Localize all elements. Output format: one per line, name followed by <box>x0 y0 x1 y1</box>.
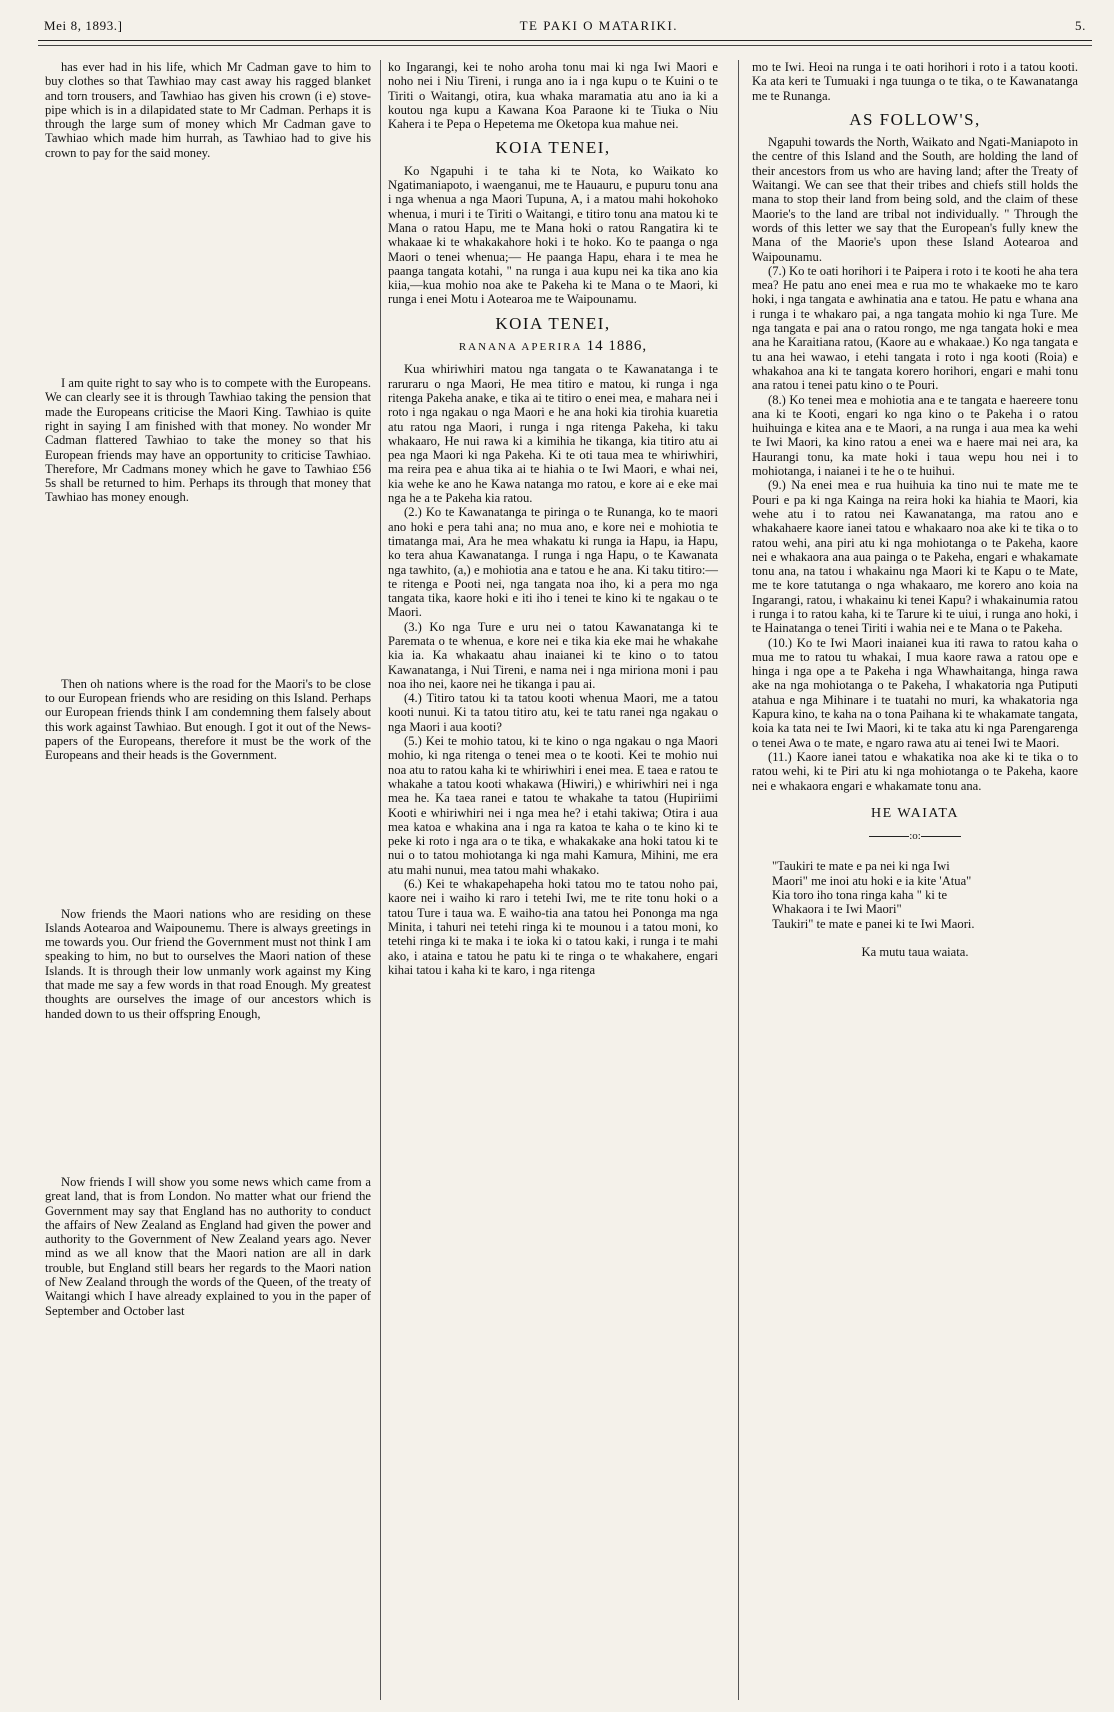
paragraph: (4.) Titiro tatou ki ta tatou kooti whenua Maori, me a tatou kooti nunui. Ki ta tatou titiro atu, kei te tatu ranei nga ngakau o nga Maori i aua kooti? <box>388 691 718 734</box>
poem-line: Taukiri" te mate e panei ki te Iwi Maori. <box>772 916 975 931</box>
paragraph: I am quite right to say who is to compete with the Europeans. We can clearly see it is through Tawhiao taking the pension that made the Europeans criticise the Maori King. Tawhiao is quite right in saying I am finished with that money. No wonder Mr Cadman flattered Tawhiao to take the money so that his European friends may have an opportunity to criticise Tawhiao. Therefore, Mr Cadmans money which he gave to Tawhiao £56 5s shall be returned to him. Perhaps its through that money that Tawhiao has money enough. <box>45 376 371 505</box>
page-header <box>44 18 1086 46</box>
paragraph: (9.) Na enei mea e rua huihuia ka tino nui te mate me te Pouri e pa ki nga Kainga na reira hoki ka hiahia te Maori, kia wehe atu i to ratou nei Kawanatanga, ma ratou ano e whakahaere kaore ianei tatou e whakaaro noa ake ki te tika o to ratou wehi, ana piri atu ki nga mohiotanga o te Pakeha, kaore nei e whakaora ana aua painga o te Pakeha, engari e whakamate tonu ana, na tatou i whakainu nga Maori ki te Kapu o te Mate, me te kore tatutanga o nga whakaaro, me korero ano koia na Ingarangi, ratou, i whakainu ki tenei Kapu? i whakainumia ratou i runga i to ratou kaha, ki te Tarure ki te uiui, i runga ano hoki, i te Hainatanga o tenei Tiriti i wahia nei e te Mana o te Pakeha. <box>752 478 1078 636</box>
paragraph: Ngapuhi towards the North, Waikato and Ngati-Maniapoto in the centre of this Island and the South, are holding the land of their ancestors from us who are having land; after the Treaty of Waitangi. We can see that their tribes and chiefs still holds the mana to stop their land from being sold, and the claim of these Maorie's to the land are tribal not individually. " Through the words of this letter we say that the European's fully knew the Mana of the Maorie's upon these Island Aotearoa and Waipounamu. <box>752 135 1078 264</box>
header-title: TE PAKI O MATARIKI. <box>519 18 679 33</box>
header-page-number: 5. <box>1075 18 1086 33</box>
poem-line: Kia toro iho tona ringa kaha " ki te <box>772 888 948 903</box>
column-mixed <box>752 60 1078 959</box>
ornamental-divider <box>752 829 1078 843</box>
column-maori <box>388 60 718 977</box>
section-heading: AS FOLLOW'S, <box>849 109 981 129</box>
paragraph: (11.) Kaore ianei tatou e whakatika noa ake ki te tika o to ratou wehi, ki te Piri atu ki nga mohiotanga o te Pakeha, kaore nei e whakaora engari e whakamate tonu ana. <box>752 749 1078 793</box>
paragraph: has ever had in his life, which Mr Cadman gave to him to buy clothes so that Tawhiao may cast away his ragged blanket and torn trousers, and Tawhiao has given his crown (i e) stove-pipe which is in a dilapidated state to Mr Cadman. Perhaps it is through the large sum of money which Mr Cadman gave to Tawhiao which made him hurrah, as Tawhiao had to give his crown to pay for the said money. <box>45 60 371 160</box>
paragraph: (7.) Ko te oati horihori i te Paipera i roto i te kooti he aha tera mea? He patu ano enei mea e rua mo te whakaeke mo te karo hoki, i nga tangata e awhinatia ana e tatou. He patu e whana ana i runga i te whakaro pai, a nga tangata mohio ki nga Ture. Me nga tangata e pai ana o ratou rongo, me nga tangata hoki e mea ana he Karaitiana ratou, (Kaore au e whakaae.) Ko nga tangata e tu ana hei wawao, i etehi tangata i roto i nga kooti (Roia) e whakahoa ana ki te tangata korero horihori, engari e mahi tonu ana ratou i tenei patu kino o te Pouri. <box>752 263 1078 393</box>
paragraph: Now friends the Maori nations who are residing on these Islands Aotearoa and Waipounemu. There is always greetings in me towards you. Our friend the Government must not think I am speaking to him, no but to ourselves the Maori nation of these Islands. It is through their low unmanly work against my King that made me say a few words in that road Enough. My greatest thoughts are ourselves the image of our ancestors which is handed down to us their offspring Enough, <box>45 906 371 1021</box>
header-rule <box>38 40 1092 41</box>
paragraph: (3.) Ko nga Ture e uru nei o tatou Kawanatanga ki te Paremata o te whenua, e kore nei e tika kia eke mai he whakahe kia ia. Ka whakaatu ahau inaianei ki te kino o to tatou Kawanatanga, i Nui Tireni, e nama nei i nga miriona moni i pau noa iho nei, kaore nei he tikanga i pau ai. <box>388 619 718 691</box>
paragraph: Now friends I will show you some news which came from a great land, that is from London. No matter what our friend the Government may say that England has no authority to conduct the affairs of New Zealand as England had given the power and authority to the Government of New Zealand years ago. Never mind as we all know that the Maori nation are all in dark trouble, but England still bears her regards to the Maori nation of New Zealand through the words of the Queen, of the treaty of Waitangi which I have already explained to you in the paper of September and October last <box>45 1174 371 1318</box>
section-heading: KOIA TENEI, <box>495 138 611 158</box>
column-divider <box>380 60 381 1700</box>
paragraph: (5.) Kei te mohio tatou, ki te kino o nga ngakau o nga Maori mohio, ki nga ritenga o tenei mea o te kooti. Kei te mohio nui noa atu to ratou kaha ki te whiriwhiri i enei mea. E taea e ratou te whakahe a tatou kooti whakawa (Hiwiri,) e whiriwhiri nei i nga mea he. Ka taea ranei e tatou te whakahe ta tatou (Hupiriimi Kooti e whiriwhiri nei i nga mea he? i etahi takiwa; Otira i aua mea katoa e whakina ana i nga ra katoa te kaha o te kino ki te peke ki roto i nga ara o te tika, e whakakake ana hoki tatou ki te nui o to tatou mohiotanga ki nga mahi Kamura, Mihini, me era atu mahi nunui, mea tatou mahi whakako. <box>388 734 718 877</box>
poem-line: Whakaora i te Iwi Maori" <box>772 902 902 917</box>
paragraph: Then oh nations where is the road for the Maori's to be close to our European friends who are residing on this Island. Perhaps our European friends think I am condemning them falsely about this work against Tawhiao. But enough. I got it out of the News-papers of the Europeans, therefore it must be the work of the Europeans and their heads is the Government. <box>45 676 371 763</box>
dateline <box>388 339 718 354</box>
poem-line: "Taukiri te mate e pa nei ki nga Iwi <box>772 859 950 874</box>
section-heading: KOIA TENEI, <box>495 313 611 333</box>
poem-body <box>772 859 1058 930</box>
dateline-date: 14 1886, <box>586 338 648 355</box>
column-divider <box>738 60 739 1700</box>
header-rule-thin <box>38 45 1092 46</box>
divider-text: :o: <box>909 830 921 843</box>
poem-title: HE WAIATA <box>871 805 959 821</box>
paragraph: (8.) Ko tenei mea e mohiotia ana e te tangata e haereere tonu ana ki te Kooti, engari ko nga kino o te Pakeha i o ratou huihuinga e kitea ana e te Maori, a na runga i aua mea ka wehi te Iwi Maori, ka kino ratou a enei wa e haere mai nei ara, ka Haurangi tonu, ka mate hoki i taua wepu hou nei i to mohiotanga, i naianei i te he o te huihui. <box>752 392 1078 479</box>
paragraph: (2.) Ko te Kawanatanga te piringa o te Runanga, ko te maori ano hoki e pera tahi ana; no mua ano, e kore nei e mohiotia te timatanga mai, Ara he mea whakatu ki runga ia Hapu, ia Hapu, ko tera ahua Kawanatanga. I runga i nga Hapu, o te Kawanata nga tawhito, (a,) e mohiotia ana e tatou e he ana. Ki taku titiro:— te ritenga e Pooti nei, nga tangata noa iho, ki a pera mo nga tangata tika, kaore hoki e iti iho i tenei te kino ki te ngakau o te Maori. <box>388 505 718 620</box>
column-english <box>45 60 371 1318</box>
paragraph: Kua whiriwhiri matou nga tangata o te Kawanatanga i te raruraru o nga Maori, He mea titiro e matou, ki runga i nga ritenga Pakeha anake, e tika ai te titiro o enei mea, e mahara nei i roto i nga ngakau o nga Maori e he ana hoki kia tirohia kuaretia atu ratou nga Maori, i runga i nga ritenga Pakeha, ki taku whakaaro, He nui rawa ki a kimihia he tikanga, kia titiro atu ai pea nga Maori ki nga Pakeha. Ki te oti taua mea te whiriwhiri, ma reira pea e ahua tika ai te hiahia o te Iwi Maori, e whai nei, kia wehe ke ano he Kawa natanga mo ratou, e kore ai e eke mai nga he a te Pakeha kia ratou. <box>388 362 718 506</box>
paragraph: (10.) Ko te Iwi Maori inaianei kua iti rawa to ratou kaha o mua me to ratou tu whakai, I mua kaore rawa a ratou ope e hinga i nga ope a te Pakeha i nga Whawhaitanga, hinga rawa ake na nga mohiotanga o te Pakeha, I whakatoria nga Putiputi atahua e nga Mihinare i te tuatahi no muri, ka whakatoria nga Kapura kino, te kaha na o tona Paihana ki te whakamate tangata, koia ka tata nei te Iwi Maori, ki te taka atu ki nga Parengarenga o tenei Awa o te mate, e ngaro rawa atu ai tenei Iwi te Maori. <box>752 635 1078 750</box>
paragraph: (6.) Kei te whakapehapeha hoki tatou mo te tatou noho pai, kaore nei i waiho ki raro i tetehi Iwi, me te rite tonu hoki o a tatou Ture i taua wa. E waiho-tia ana tatou hei Pononga ma nga Minita, i tahuri nei tetehi ringa ki te mounou i a tatou moni, ko tetehi ringa ki te maka i te ioka ki o tatou kaki, i runga i te mahi ako, i ataina e tatou he patu ki te ringa o te whakahere, engari kihai tatou i kaha ki te karo, i nga ritenga <box>388 877 718 977</box>
dateline-label: RANANA APERIRA <box>458 341 582 354</box>
paragraph: ko Ingarangi, kei te noho aroha tonu mai ki nga Iwi Maori e noho nei i Niu Tireni, i runga ano ia i nga kupu o te Kuini o te Tiriti o Waitangi, otira, kua whaka maramatia atu ano ia ki a koutou nga kupu a Kawana Koa Paraone ki te Tiuka o Niu Kahera i te Pepa o Hepetema me Oketopa kua mahue nei. <box>388 60 718 132</box>
paragraph: Ko Ngapuhi i te taha ki te Nota, ko Waikato ko Ngatimaniapoto, i waenganui, me te Hauauru, e pupuru tonu ana i nga whenua a nga Maori Tupuna, A, i a matou mahi hokohoko whenua, i muri i te Tiriti o Waitangi, e titiro tonu ana matou ki te Mana o ratou Hapu, me te Mana hoki o ratou Rangatira ki te whakaae ki te whakakahore hoki i te hoko. Ko te paanga o nga Maori o tenei whenua;— He paanga Hapu, ehara i te mea he paanga tangata kotahi, " na runga i aua kupu nei ka tika ano kia kiia,—kua mohio noa ake te Pakeha ki te Mana o te Maori, ki runga i enei Motu i Aotearoa me te Waipounamu. <box>388 163 718 307</box>
poem-line: Maori" me inoi atu hoki e ia kite 'Atua" <box>772 873 972 888</box>
header-date: Mei 8, 1893.] <box>44 18 123 33</box>
paragraph: mo te Iwi. Heoi na runga i te oati horihori i roto i a tatou kooti. Ka ata keri te Tumuaki i nga tuunga o te tika, o te Kawanatanga me te Runanga. <box>752 60 1078 103</box>
poem-end: Ka mutu taua waiata. <box>861 944 969 959</box>
